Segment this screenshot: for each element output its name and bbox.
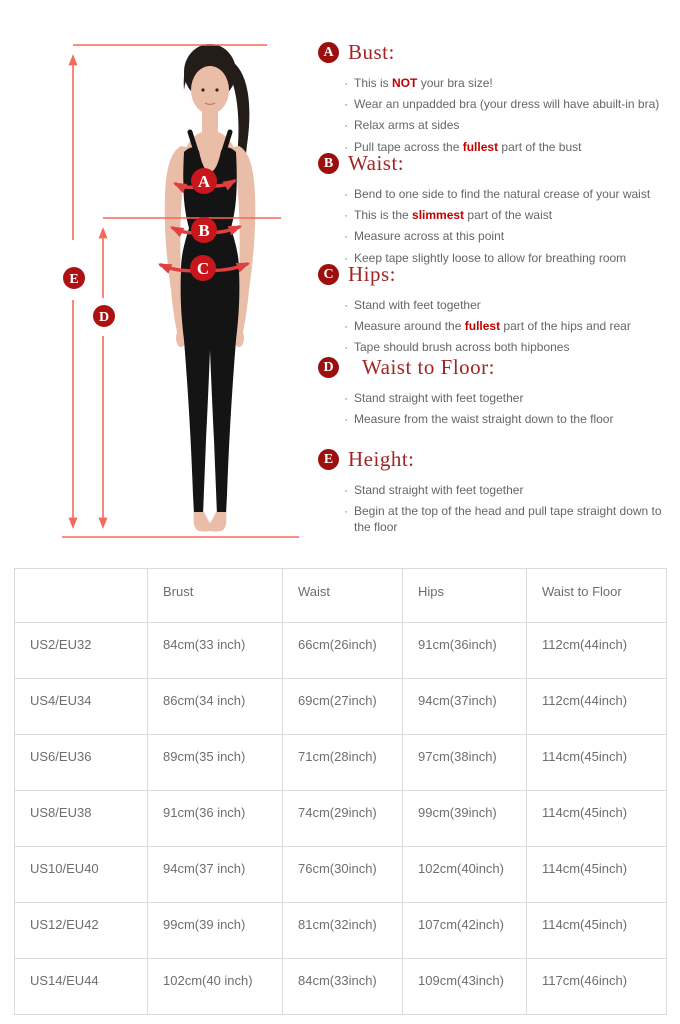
text-segment: part of the bust <box>498 139 582 154</box>
hips-cell: 99cm(39inch) <box>403 791 527 847</box>
section-a <box>318 40 674 158</box>
highlight-text: fullest <box>464 318 501 333</box>
bullet-dot: · <box>344 340 348 355</box>
text-segment: Relax arms at sides <box>354 118 460 133</box>
left-eye <box>201 88 204 91</box>
text-segment: Stand straight with feet together <box>354 482 524 497</box>
section-bullets <box>318 183 674 269</box>
text-segment: This is the <box>354 207 413 222</box>
model-photo <box>165 44 256 532</box>
bullet-item <box>344 183 674 204</box>
leggings <box>181 270 240 518</box>
size-table-head <box>15 569 667 623</box>
bullet-item <box>344 72 674 93</box>
bust-marker-letter: A <box>197 172 211 191</box>
bullet-item <box>344 93 674 114</box>
text-segment: Measure around the <box>354 318 465 333</box>
hips-cell: 109cm(43inch) <box>403 959 527 1015</box>
hips-marker-letter: C <box>196 259 210 278</box>
waist-cell: 81cm(32inch) <box>283 903 403 959</box>
bullet-dot: · <box>344 75 348 90</box>
section-letter-badge: A <box>318 42 339 63</box>
section-header <box>318 355 674 380</box>
section-header <box>318 262 674 287</box>
bust-cell: 102cm(40 inch) <box>148 959 283 1015</box>
bullet-text <box>354 318 631 334</box>
waist_to_floor-cell: 112cm(44inch) <box>527 623 667 679</box>
hips-cell: 91cm(36inch) <box>403 623 527 679</box>
text-segment: Tape should brush across both hipbones <box>354 340 570 355</box>
hips-cell: 97cm(38inch) <box>403 735 527 791</box>
highlight-text: fullest <box>462 139 499 154</box>
bullet-item <box>344 204 674 225</box>
waist_to_floor-cell: 114cm(45inch) <box>527 735 667 791</box>
table-row <box>15 679 667 735</box>
section-title: Waist: <box>348 151 405 175</box>
bullet-item <box>344 387 674 408</box>
hips-cell: 102cm(40inch) <box>403 847 527 903</box>
bullet-item <box>344 115 674 136</box>
bullet-dot: · <box>344 139 348 154</box>
bullet-text <box>354 228 504 244</box>
face <box>191 66 229 114</box>
size-cell: US2/EU32 <box>15 623 148 679</box>
section-title: Waist to Floor: <box>362 355 495 379</box>
text-segment: Begin at the top of the head and pull tape straight down to the floor <box>354 503 662 535</box>
section-letter-badge: B <box>318 153 339 174</box>
section-bullets <box>318 294 674 358</box>
section-bullets <box>318 72 674 158</box>
bullet-item <box>344 226 674 247</box>
section-bullets <box>318 479 674 538</box>
waist_to_floor-cell: 117cm(46inch) <box>527 959 667 1015</box>
section-title: Hips: <box>348 262 397 286</box>
text-segment: This is <box>354 75 393 90</box>
size-cell: US6/EU36 <box>15 735 148 791</box>
header-row <box>15 569 667 623</box>
section-c <box>318 262 674 358</box>
column-header: Waist to Floor <box>527 569 667 623</box>
table-row <box>15 791 667 847</box>
bullet-dot: · <box>344 503 348 518</box>
highlight-text: slimmest <box>412 207 465 222</box>
bullet-text <box>354 503 674 535</box>
size-table <box>14 568 667 1015</box>
bullet-dot: · <box>344 186 348 201</box>
model-figure <box>0 0 320 560</box>
hips-cell: 107cm(42inch) <box>403 903 527 959</box>
section-title: Bust: <box>348 40 395 64</box>
column-header <box>15 569 148 623</box>
right-eye <box>215 88 218 91</box>
table-row <box>15 903 667 959</box>
bullet-item <box>344 479 674 500</box>
bullet-dot: · <box>344 250 348 265</box>
bullet-text <box>354 339 569 355</box>
waist-marker-letter: B <box>198 221 210 240</box>
waist-cell: 74cm(29inch) <box>283 791 403 847</box>
section-header <box>318 447 674 472</box>
height-marker-letter: E <box>69 272 79 287</box>
bust-cell: 91cm(36 inch) <box>148 791 283 847</box>
text-segment: Stand with feet together <box>354 297 481 312</box>
text-segment: your bra size! <box>417 75 493 90</box>
section-bullets <box>318 387 674 430</box>
section-title: Height: <box>348 447 415 471</box>
bullet-item <box>344 294 674 315</box>
section-letter-badge: E <box>318 449 339 470</box>
waist-cell: 84cm(33inch) <box>283 959 403 1015</box>
waist-cell: 76cm(30inch) <box>283 847 403 903</box>
section-letter-badge: C <box>318 264 339 285</box>
text-segment: Bend to one side to find the natural crease of your waist <box>354 186 651 201</box>
highlight-text: NOT <box>392 75 418 90</box>
bullet-dot: · <box>344 229 348 244</box>
bullet-text <box>354 390 523 406</box>
bullet-dot: · <box>344 390 348 405</box>
text-segment: Measure across at this point <box>354 229 505 244</box>
column-header: Waist <box>283 569 403 623</box>
section-b <box>318 151 674 269</box>
text-segment: Pull tape across the <box>354 139 463 154</box>
bullet-dot: · <box>344 411 348 426</box>
bust-cell: 89cm(35 inch) <box>148 735 283 791</box>
size-cell: US10/EU40 <box>15 847 148 903</box>
text-segment: Wear an unpadded bra (your dress will have abuilt-in bra) <box>354 96 660 111</box>
table-row <box>15 847 667 903</box>
column-header: Brust <box>148 569 283 623</box>
bust-cell: 84cm(33 inch) <box>148 623 283 679</box>
section-letter-badge: D <box>318 357 339 378</box>
text-segment: part of the waist <box>464 207 553 222</box>
waist-to-floor-marker-letter: D <box>98 310 110 325</box>
bullet-dot: · <box>344 118 348 133</box>
bullet-dot: · <box>344 482 348 497</box>
section-header <box>318 40 674 65</box>
waist_to_floor-cell: 114cm(45inch) <box>527 847 667 903</box>
hips-cell: 94cm(37inch) <box>403 679 527 735</box>
bullet-dot: · <box>344 297 348 312</box>
section-e <box>318 447 674 538</box>
bust-cell: 99cm(39 inch) <box>148 903 283 959</box>
size-cell: US12/EU42 <box>15 903 148 959</box>
waist-cell: 71cm(28inch) <box>283 735 403 791</box>
bullet-text <box>354 482 523 498</box>
bullet-dot: · <box>344 96 348 111</box>
bullet-item <box>344 315 674 336</box>
bust-cell: 86cm(34 inch) <box>148 679 283 735</box>
bullet-dot: · <box>344 318 348 333</box>
section-d <box>318 355 674 430</box>
bust-cell: 94cm(37 inch) <box>148 847 283 903</box>
table-row <box>15 735 667 791</box>
size-cell: US8/EU38 <box>15 791 148 847</box>
waist_to_floor-cell: 112cm(44inch) <box>527 679 667 735</box>
waist_to_floor-cell: 114cm(45inch) <box>527 903 667 959</box>
bullet-dot: · <box>344 207 348 222</box>
text-segment: Stand straight with feet together <box>354 390 524 405</box>
bullet-text <box>354 411 613 427</box>
bullet-item <box>344 408 674 429</box>
bullet-text <box>354 207 552 223</box>
waist-cell: 69cm(27inch) <box>283 679 403 735</box>
text-segment: Measure from the waist straight down to the floor <box>354 411 614 426</box>
waist_to_floor-cell: 114cm(45inch) <box>527 791 667 847</box>
table-row <box>15 623 667 679</box>
size-cell: US4/EU34 <box>15 679 148 735</box>
bullet-text <box>354 117 459 133</box>
section-header <box>318 151 674 176</box>
bullet-text <box>354 96 659 112</box>
text-segment: Keep tape slightly loose to allow for breathing room <box>354 250 627 265</box>
column-header: Hips <box>403 569 527 623</box>
table-row <box>15 959 667 1015</box>
bullet-item <box>344 500 674 538</box>
bullet-text <box>354 75 493 91</box>
bullet-text <box>354 186 650 202</box>
text-segment: part of the hips and rear <box>500 318 631 333</box>
bullet-text <box>354 297 481 313</box>
size-table-body <box>15 623 667 1015</box>
waist-cell: 66cm(26inch) <box>283 623 403 679</box>
size-cell: US14/EU44 <box>15 959 148 1015</box>
